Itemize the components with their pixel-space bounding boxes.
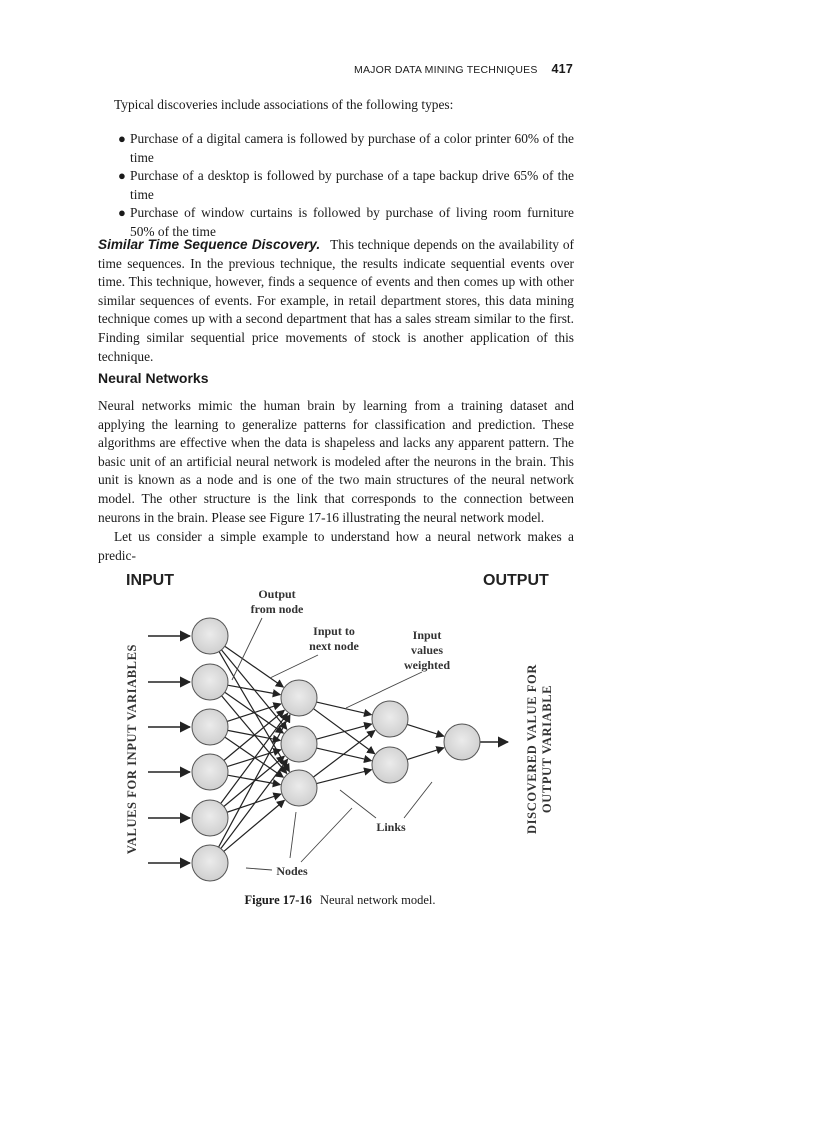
figure-caption — [0, 893, 680, 908]
network-node — [444, 724, 480, 760]
running-head — [0, 62, 573, 76]
right-vertical-label-2: OUTPUT VARIABLE — [540, 684, 554, 814]
annotation-leader-line — [246, 868, 272, 870]
label-output-from-node-1: Output — [258, 587, 296, 601]
label-weighted-1: Input — [412, 628, 442, 642]
label-input-next-1: Input to — [313, 624, 355, 638]
label-weighted-3: weighted — [404, 658, 450, 672]
network-node — [372, 701, 408, 737]
list-item — [118, 130, 574, 167]
network-node — [192, 800, 228, 836]
bullet-text: Purchase of a desktop is followed by purchase of a tape backup drive 65% of the time — [130, 168, 574, 202]
link-line — [316, 770, 371, 784]
link-line — [407, 748, 444, 760]
intro-paragraph: Typical discoveries include associations of the following types: — [114, 97, 454, 112]
annotation-leader-line — [404, 782, 432, 818]
link-line — [228, 685, 281, 694]
section-heading: Neural Networks — [98, 370, 209, 386]
running-title: MAJOR DATA MINING TECHNIQUES — [354, 64, 538, 76]
bullet-icon: ● — [118, 205, 126, 221]
network-node — [192, 845, 228, 881]
link-line — [221, 713, 288, 803]
link-line — [221, 759, 288, 848]
list-item — [118, 167, 574, 204]
bullet-icon: ● — [118, 131, 126, 146]
figure-caption-text: Neural network model. — [319, 893, 436, 907]
link-line — [219, 652, 289, 772]
figure-label: Figure 17-16 — [244, 893, 312, 907]
similar-time-body: This technique depends on the availability of time sequences. In the previous technique, the results indicate sequential events over time. This technique, however, finds a sequence of events and then comes up with other similar sequences of events. For example, in retail department stores, this data mining technique comes up with a second department that has a sales stream similar to the first. Finding similar sequential price movements of stock is another application of this technique. — [98, 237, 574, 364]
network-node — [192, 664, 228, 700]
link-line — [317, 702, 372, 715]
link-line — [407, 724, 444, 736]
network-node — [192, 618, 228, 654]
network-node — [281, 726, 317, 762]
link-line — [316, 724, 371, 739]
network-node — [192, 754, 228, 790]
neural-network-figure — [0, 560, 816, 920]
annotation-leader-line — [232, 618, 262, 680]
annotation-leader-line — [301, 808, 352, 862]
network-node — [192, 709, 228, 745]
label-nodes: Nodes — [276, 864, 308, 878]
annotation-leader-line — [340, 790, 376, 818]
network-graph — [148, 618, 508, 881]
right-vertical-label-1: DISCOVERED VALUE FOR — [525, 664, 539, 834]
input-title: INPUT — [126, 572, 174, 589]
network-node — [372, 747, 408, 783]
label-weighted-2: values — [410, 643, 444, 657]
link-line — [224, 800, 285, 851]
annotation-leader-line — [290, 812, 296, 858]
link-line — [225, 646, 284, 687]
network-node — [281, 680, 317, 716]
page-number: 417 — [551, 62, 573, 76]
label-links: Links — [376, 820, 406, 834]
label-output-from-node-2: from node — [250, 602, 304, 616]
link-line — [224, 710, 285, 760]
neural-paragraph: Neural networks mimic the human brain by learning from a training dataset and applying the learning to generalize patterns for classification and prediction. These algorithms are effective when the data is shapeless and lacks any apparent pattern. The basic unit of an artificial neural network is modeled after the neurons in the brain. This unit is known as a node and is one of the two main structures of the neural network model. The other structure is the link that corresponds to the connection between neurons in the brain. Please see Figure 17-16 illustrating the neural network model. — [98, 398, 574, 525]
label-input-next-2: next node — [309, 639, 359, 653]
run-in-heading: Similar Time Sequence Discovery. — [98, 237, 321, 252]
bullet-text: Purchase of a digital camera is followed by purchase of a color printer 60% of the time — [130, 131, 574, 165]
bullet-icon: ● — [118, 168, 126, 184]
similar-time-paragraph — [98, 236, 574, 366]
left-vertical-label: VALUES FOR INPUT VARIABLES — [125, 643, 139, 855]
output-title: OUTPUT — [483, 572, 549, 589]
network-node — [281, 770, 317, 806]
annotation-leader-line — [270, 655, 318, 678]
bullet-list — [118, 130, 574, 242]
bullet-text: Purchase of window curtains is followed by purchase of living room furniture 50% of the time — [130, 205, 574, 239]
neural-paragraph-continued: Let us consider a simple example to understand how a neural network makes a predic- — [98, 529, 574, 563]
